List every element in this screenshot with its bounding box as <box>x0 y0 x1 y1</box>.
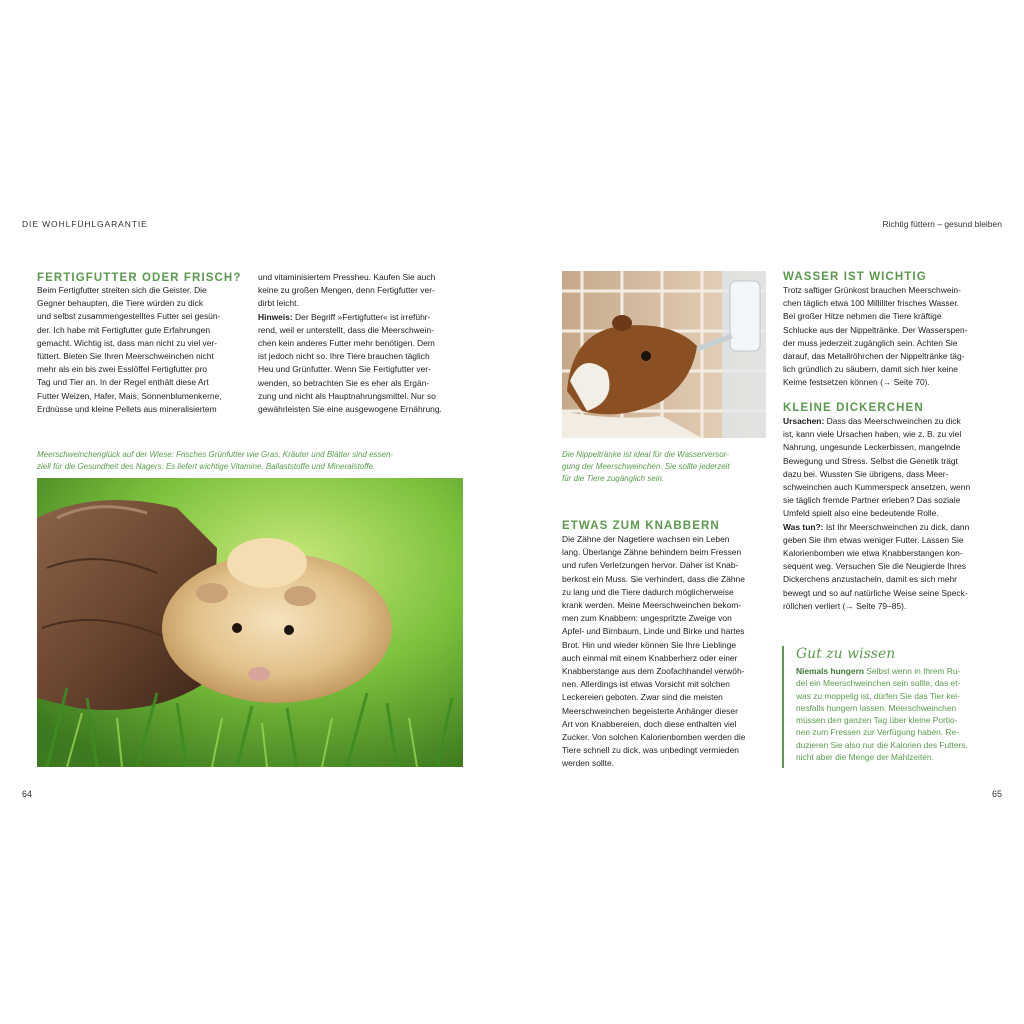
hint-text: Der Begriff »Fertigfutter« ist irreführ- rend, weil er unterstellt, dass die Meerschwein- chen kein anderes Futter mehr benötigen. Dem ist jedoch nicht so. Ihre Tiere brauchen täglich Heu und Grünfutter. Wenn Sie Fertigfutter ver- wenden, so betrachten Sie es eher als Ergän- zung und nicht als Hauptnahrungsmittel. Nur so gewährleisten Sie eine ausgewogene Ernährung. <box>258 311 442 415</box>
running-head-right: Richtig füttern – gesund bleiben <box>882 219 1002 229</box>
photo-guinea-pig-grass <box>37 478 463 767</box>
tip-box-rule <box>782 646 784 768</box>
running-head-left: DIE WOHLFÜHLGARANTIE <box>22 219 148 229</box>
guinea-pig-grass-image <box>37 478 463 767</box>
causes-text: Dass das Meerschweinchen zu dick ist, kann viele Ursachen haben, wie z. B. zu viel Nahrung, ungesunde Leckerbissen, mangelnde Bewegung und Stress. Selbst die Genetik trägt dazu bei. Wussten Sie übrigens, dass Meer- schweinchen auch Kummerspeck ansetzen, wenn sie täglich fremde Partner erleben? Das soziale Umfeld spielt also eine bedeutende Rolle. <box>783 416 971 519</box>
heading-knabbern: ETWAS ZUM KNABBERN <box>562 520 720 532</box>
heading-wasser: WASSER IST WICHTIG <box>783 271 927 283</box>
tip-box-body: Selbst wenn in Ihrem Ru- del ein Meerschweinchen sein sollte, das et- was zu moppelig ist, dürfen Sie das Tier kei- nesfalls hungern lassen. Meerschweinchen müssen den ganzen Tag über kleine Portio- nen zum Fressen zur Verfügung haben. Re- duzieren Sie also nur die Kalorien des Futters, nicht aber die Menge der Mahlzeiten. <box>796 666 968 763</box>
heading-fertigfutter: FERTIGFUTTER ODER FRISCH? <box>37 272 242 284</box>
tip-box-text <box>796 665 992 763</box>
page-number-right: 65 <box>991 789 1002 799</box>
photo-guinea-pig-drinker <box>562 271 766 438</box>
fertigfutter-text-col2 <box>258 271 468 416</box>
page-number-left: 64 <box>22 789 33 799</box>
todo-label: Was tun?: <box>783 521 824 532</box>
tip-box-bold: Niemals hungern <box>796 666 864 676</box>
caption-meadow: Meerschweinchenglück auf der Wiese: Frisches Grünfutter wie Gras, Kräuter und Blätter sind essen- ziell für die Gesundheit des Nagers. Es liefert wichtige Vitamine, Ballaststoffe und Mineralstoffe. <box>37 450 394 471</box>
causes-label: Ursachen: <box>783 416 825 426</box>
wasser-text: Trotz saftiger Grünkost brauchen Meerschwein- chen täglich etwa 100 Milliliter frisches Wasser. Bei großer Hitze nehmen die Tiere kräftige Schlucke aus der Nippeltränke. Der Wasserspen- der muss jederzeit zugänglich sein. Achten Sie darauf, das Metallröhrchen der Nippeltränke täg- lich gründlich zu säubern, damit sich hier keine Keime festsetzen können (→ Seite 70). <box>783 285 968 388</box>
knabbern-text: Die Zähne der Nagetiere wachsen ein Leben lang. Überlange Zähne behindern beim Fressen und rufen Verletzungen hervor. Daher ist Knab- berkost ein Muss. Sie verhindert, dass die Zähne zu lang und die Tiere dadurch möglicherweise krank werden. Meine Meerschweinchen bekom- men zum Knabbern: ungespritzte Zweige von Apfel- und Birnbaum, Linde und Birke und hartes Brot. Hin und wieder können Sie Ihre Lieblinge auch einmal mit einem Knabberherz oder einer Knabberstange aus dem Zoofachhandel verwöh- nen. Allerdings ist etwas Vorsicht mit solchen Leckereien geboten. Zwar sind die meisten Meerschweinchen begeisterte Anhänger dieser Art von Knabbereien, doch diese enthalten viel Zucker. Von solchen Kalorienbomben werden die Tiere schnell zu dick, was unbedingt vermieden werden sollte. <box>562 534 746 769</box>
fertigfutter-text-col1: Beim Fertigfutter streiten sich die Geister. Die Gegner behaupten, die Tiere würden zu dick und selbst zusammengestelltes Futter sei gesün- der. Ich habe mit Fertigfutter gute Erfahrungen gemacht. Wichtig ist, dass man nicht zu viel ver- füttert. Bieten Sie Ihren Meerschweinchen nicht mehr als ein bis zwei Esslöffel Fertigfutter pro Tag und Tier an. In der Regel enthält diese Art Futter Weizen, Hafer, Mais, Sonnenblumenkerne, Erdnüsse und kleine Pellets aus mineralisiertem <box>37 285 222 414</box>
todo-text: Ist Ihr Meerschweinchen zu dick, dann geben Sie ihm etwas weniger Futter. Lassen Sie Kalorienbomben wie etwa Knabberstangen kon- sequent weg. Versuchen Sie die Neugierde Ihres Dickerchens anzustacheln, damit es sich mehr bewegt und so auf natürliche Weise seine Speck- röllchen verliert (→ Seite 79–85). <box>783 521 970 611</box>
dickerchen-text <box>783 415 995 613</box>
guinea-pig-drinker-image <box>562 271 766 438</box>
hint-label: Hinweis: <box>258 311 293 322</box>
caption-drinker: Die Nippeltränke ist ideal für die Wasserversor- gung der Meerschweinchen. Sie sollte jederzeit für die Tiere zugänglich sein. <box>562 450 730 483</box>
tip-box-title: Gut zu wissen <box>796 646 896 662</box>
heading-dickerchen: KLEINE DICKERCHEN <box>783 402 924 414</box>
fertigfutter-col2-top: und vitaminisiertem Pressheu. Kaufen Sie auch keine zu großen Mengen, denn Fertigfutter ver- dirbt leicht. <box>258 272 436 309</box>
